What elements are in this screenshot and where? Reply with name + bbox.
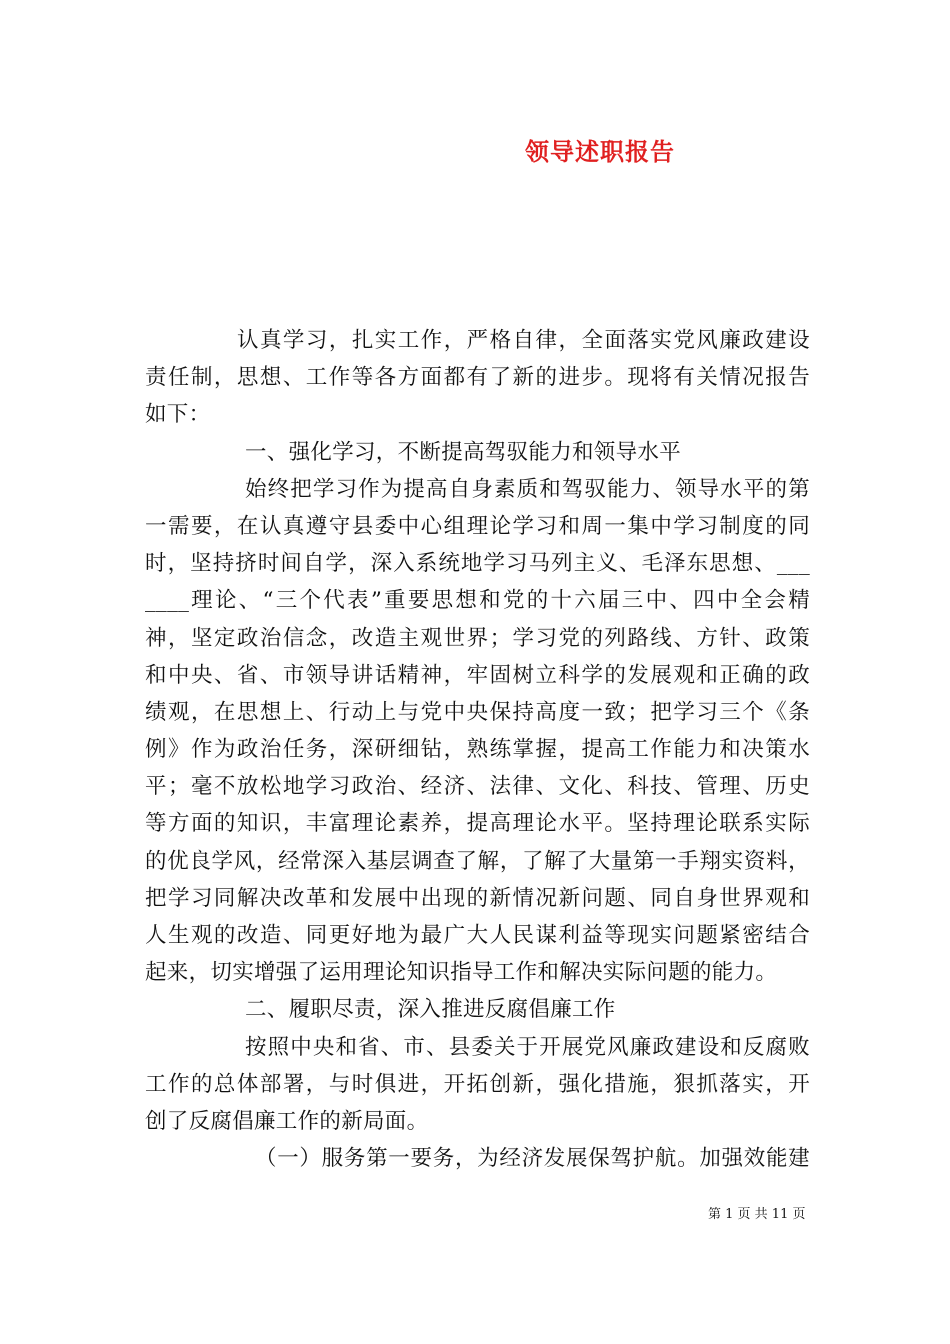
text-line: 人生观的改造、同更好地为最广大人民谋利益等现实问题紧密结合 (145, 923, 810, 948)
text-line: 起来，切实增强了运用理论知识指导工作和解决实际问题的能力。 (145, 960, 778, 986)
text-line: 按照中央和省、市、县委关于开展党风廉政建设和反腐败 (245, 1034, 810, 1060)
text-line: 创了反腐倡廉工作的新局面。 (145, 1108, 429, 1134)
text-line: 平；毫不放松地学习政治、经济、法律、文化、科技、管理、历史 (145, 774, 810, 800)
page-footer: 第 1 页 共 11 页 (708, 1207, 806, 1222)
text-line: 工作的总体部署，与时俱进，开拓创新，强化措施，狠抓落实，开 (145, 1071, 810, 1097)
text-line: 二、履职尽责，深入推进反腐倡廉工作 (245, 997, 616, 1023)
text-line: ____理论、“三个代表”重要思想和党的十六届三中、四中全会精 (145, 588, 810, 614)
text-line: 时，坚持挤时间自学，深入系统地学习马列主义、毛泽东思想、___ (145, 551, 810, 577)
text-line: 一、强化学习，不断提高驾驭能力和领导水平 (245, 439, 682, 465)
text-line: 责任制，思想、工作等各方面都有了新的进步。现将有关情况报告 (145, 365, 810, 391)
text-line: 如下： (145, 402, 211, 428)
text-line: （一）服务第一要务，为经济发展保驾护航。加强效能建 (255, 1146, 810, 1172)
text-line: 例》作为政治任务，深研细钻，熟练掌握，提高工作能力和决策水 (145, 737, 810, 763)
text-line: 和中央、省、市领导讲话精神，牢固树立科学的发展观和正确的政 (145, 662, 810, 688)
text-line: 把学习同解决改革和发展中出现的新情况新问题、同自身世界观和 (145, 885, 810, 911)
document-title: 领导述职报告 (525, 137, 675, 166)
document-body (145, 322, 810, 1177)
text-line: 认真学习，扎实工作，严格自律，全面落实党风廉政建设 (237, 328, 810, 353)
text-line: 的优良学风，经常深入基层调查了解，了解了大量第一手翔实资料， (145, 848, 810, 874)
text-line: 始终把学习作为提高自身素质和驾驭能力、领导水平的第 (245, 476, 810, 502)
text-line: 一需要，在认真遵守县委中心组理论学习和周一集中学习制度的同 (145, 513, 810, 539)
text-line: 绩观，在思想上、行动上与党中央保持高度一致；把学习三个《条 (145, 699, 810, 725)
text-line: 神，坚定政治信念，改造主观世界；学习党的列路线、方针、政策 (145, 625, 810, 651)
text-line: 等方面的知识，丰富理论素养，提高理论水平。坚持理论联系实际 (145, 811, 810, 837)
